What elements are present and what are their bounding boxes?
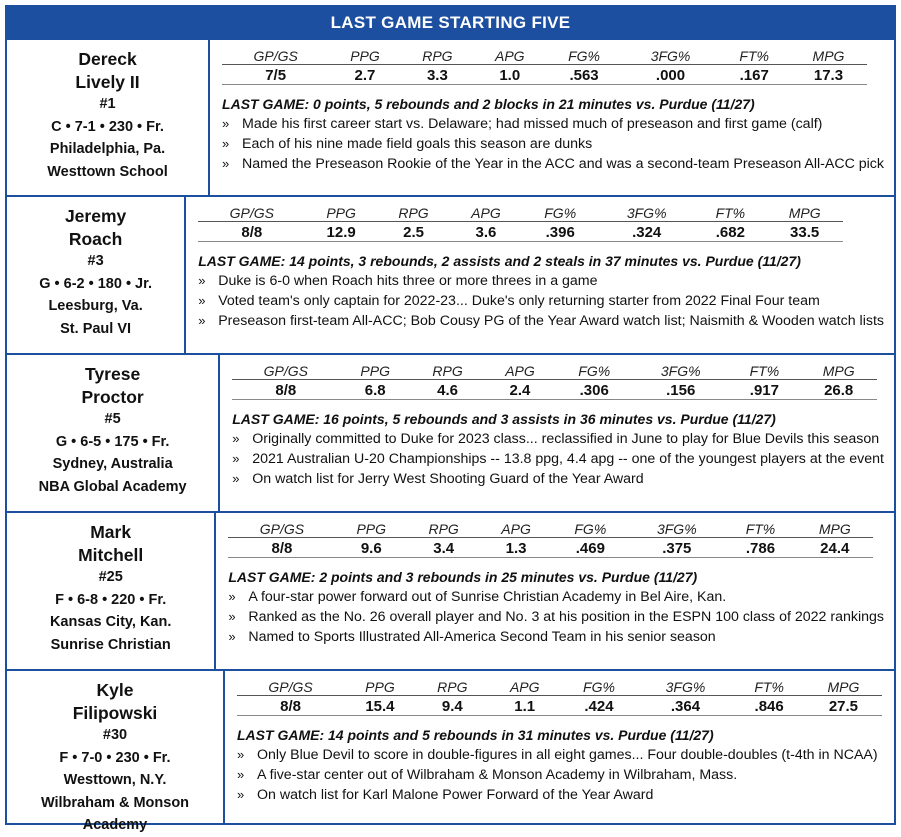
stat-value: .682 [695, 222, 766, 242]
stat-value: 24.4 [796, 538, 873, 558]
player-hometown: Kansas City, Kan. [49, 614, 172, 630]
bullet-icon: » [232, 471, 240, 486]
stat-header: 3FG% [633, 360, 729, 380]
stat-header: FT% [733, 676, 804, 696]
stat-header: RPG [416, 676, 489, 696]
stat-value: 3.4 [407, 538, 480, 558]
stat-header: APG [450, 202, 521, 222]
notes-list [228, 587, 884, 647]
stat-value: .786 [725, 538, 796, 558]
stat-value: .396 [522, 222, 599, 242]
bullet-icon: » [198, 293, 206, 308]
jersey-number: #5 [104, 411, 121, 427]
note-text: Ranked as the No. 26 overall player and No. 3 at his position in the ESPN 100 class of 2022 rankings [248, 609, 884, 625]
player-row [7, 195, 894, 353]
note-text: 2021 Australian U-20 Championships -- 13.8 ppg, 4.4 apg -- one of the youngest players at the event [252, 451, 884, 467]
player-row [7, 511, 894, 669]
stat-value: 2.7 [329, 65, 400, 85]
bullet-icon: » [237, 787, 245, 802]
stat-value: 8/8 [232, 380, 339, 400]
note-item [232, 429, 884, 449]
stat-header: 3FG% [623, 45, 719, 65]
stat-header: FG% [560, 676, 637, 696]
stat-header: RPG [407, 518, 480, 538]
stat-header: FG% [552, 518, 629, 538]
bullet-icon: » [198, 313, 206, 328]
stat-header: MPG [800, 360, 877, 380]
note-text: Named the Preseason Rookie of the Year in the ACC and was a second-team Preseason All-ACC pick [242, 156, 884, 172]
player-hometown: Leesburg, Va. [48, 298, 143, 314]
stat-header: MPG [796, 518, 873, 538]
stats-table [232, 360, 877, 400]
jersey-number: #30 [102, 727, 128, 743]
stat-header: 3FG% [638, 676, 734, 696]
stat-header: GP/GS [198, 202, 305, 222]
stats-table [198, 202, 843, 242]
stat-header: RPG [377, 202, 450, 222]
stat-value: 12.9 [305, 222, 376, 242]
player-last-name: Proctor [81, 386, 144, 407]
stat-value: 6.8 [339, 380, 410, 400]
note-text: Each of his nine made field goals this season are dunks [242, 136, 593, 152]
player-school: NBA Global Academy [38, 478, 187, 495]
player-first-name: Jeremy [64, 206, 127, 226]
last-game-summary: LAST GAME: 14 points, 3 rebounds, 2 assists and 2 steals in 37 minutes vs. Purdue (11/27) [198, 253, 801, 269]
player-last-name: Mitchell [78, 544, 144, 565]
player-row [7, 38, 894, 195]
stat-value: 27.5 [805, 696, 882, 716]
stats-table [222, 45, 867, 85]
note-item [222, 154, 884, 174]
player-details: F • 6-8 • 220 • Fr. [55, 591, 167, 608]
stat-value: 8/8 [228, 538, 335, 558]
player-row [7, 353, 894, 511]
jersey-number: #1 [99, 96, 116, 112]
player-info [225, 671, 894, 825]
note-item [222, 114, 884, 134]
note-item [228, 607, 884, 627]
stat-value: .000 [623, 65, 719, 85]
player-row [7, 669, 894, 833]
stat-header: 3FG% [629, 518, 725, 538]
stats-header-row [198, 202, 843, 222]
note-item [228, 587, 884, 607]
note-item [198, 271, 884, 291]
stat-value: .375 [629, 538, 725, 558]
stats-header-row [228, 518, 873, 538]
bullet-icon: » [222, 136, 230, 151]
notes-list [198, 271, 884, 331]
player-school: St. Paul VI [60, 320, 132, 337]
note-item [228, 627, 884, 647]
stat-header: FG% [556, 360, 633, 380]
stat-header: GP/GS [232, 360, 339, 380]
stat-header: FT% [695, 202, 766, 222]
player-info [220, 355, 894, 511]
stats-header-row [232, 360, 877, 380]
stat-value: 17.3 [790, 65, 867, 85]
notes-list [237, 745, 884, 805]
player-bio [7, 671, 225, 833]
notes-list [232, 429, 884, 489]
player-details: G • 6-5 • 175 • Fr. [55, 433, 170, 450]
player-hometown: Westtown, N.Y. [63, 772, 167, 788]
stat-header: APG [489, 676, 560, 696]
player-last-name: Roach [68, 228, 123, 249]
notes-list [222, 114, 884, 174]
stat-header: GP/GS [222, 45, 329, 65]
stat-header: PPG [344, 676, 415, 696]
bullet-icon: » [228, 629, 236, 644]
stat-value: 9.4 [416, 696, 489, 716]
stat-header: MPG [790, 45, 867, 65]
starting-five-panel [5, 5, 896, 833]
note-item [232, 449, 884, 469]
jersey-number: #3 [87, 253, 104, 269]
note-item [222, 134, 884, 154]
stat-value: 4.6 [411, 380, 484, 400]
note-text: Preseason first-team All-ACC; Bob Cousy PG of the Year Award watch list; Naismith & Wooden watch lists [218, 313, 884, 329]
stat-header: GP/GS [237, 676, 344, 696]
stat-header: RPG [411, 360, 484, 380]
stats-table [237, 676, 882, 716]
bullet-icon: » [198, 273, 206, 288]
stat-value: .156 [633, 380, 729, 400]
stats-value-row [198, 222, 843, 242]
stat-header: APG [474, 45, 545, 65]
stat-value: .364 [638, 696, 734, 716]
last-game-summary: LAST GAME: 0 points, 5 rebounds and 2 blocks in 21 minutes vs. Purdue (11/27) [222, 96, 755, 112]
player-first-name: Mark [90, 522, 132, 542]
player-bio [7, 513, 216, 669]
stat-value: .917 [729, 380, 800, 400]
note-text: Only Blue Devil to score in double-figures in all eight games... Four double-doubles (t-4th in NCAA) [257, 747, 878, 763]
bullet-icon: » [222, 156, 230, 171]
player-first-name: Kyle [96, 680, 134, 700]
stat-value: .324 [599, 222, 695, 242]
stat-value: 2.5 [377, 222, 450, 242]
player-first-name: Tyrese [85, 364, 141, 384]
note-item [237, 765, 884, 785]
stats-value-row [237, 696, 882, 716]
stat-header: APG [484, 360, 555, 380]
player-details: G • 6-2 • 180 • Jr. [39, 275, 152, 292]
stat-value: .167 [718, 65, 789, 85]
note-item [232, 469, 884, 489]
stats-value-row [228, 538, 873, 558]
stat-value: 3.6 [450, 222, 521, 242]
stat-value: 15.4 [344, 696, 415, 716]
note-item [198, 311, 884, 331]
note-text: Named to Sports Illustrated All-America Second Team in his senior season [248, 629, 716, 645]
player-last-name: Filipowski [72, 702, 158, 723]
stat-value: .469 [552, 538, 629, 558]
stat-value: 9.6 [336, 538, 407, 558]
player-hometown: Sydney, Australia [52, 456, 173, 472]
bullet-icon: » [232, 431, 240, 446]
stat-value: 2.4 [484, 380, 555, 400]
stat-header: PPG [329, 45, 400, 65]
stat-value: .424 [560, 696, 637, 716]
bullet-icon: » [222, 116, 230, 131]
player-info [216, 513, 894, 669]
note-text: Voted team's only captain for 2022-23... Duke's only returning starter from 2022 Final Four team [218, 293, 820, 309]
last-game-summary: LAST GAME: 2 points and 3 rebounds in 25 minutes vs. Purdue (11/27) [228, 569, 698, 585]
stat-header: FG% [522, 202, 599, 222]
stat-header: MPG [805, 676, 882, 696]
stats-value-row [222, 65, 867, 85]
stat-value: 3.3 [401, 65, 474, 85]
note-text: A four-star power forward out of Sunrise Christian Academy in Bel Aire, Kan. [248, 589, 727, 605]
stat-value: 26.8 [800, 380, 877, 400]
note-text: Originally committed to Duke for 2023 class... reclassified in June to play for Blue Devils this season [252, 431, 880, 447]
stat-value: 33.5 [766, 222, 843, 242]
stat-value: 8/8 [198, 222, 305, 242]
note-text: Made his first career start vs. Delaware; had missed much of preseason and first game (calf) [242, 116, 823, 132]
last-game-summary: LAST GAME: 16 points, 5 rebounds and 3 assists in 36 minutes vs. Purdue (11/27) [232, 411, 776, 427]
stats-header-row [237, 676, 882, 696]
stat-header: RPG [401, 45, 474, 65]
player-info [186, 197, 894, 353]
note-text: On watch list for Karl Malone Power Forward of the Year Award [257, 787, 654, 803]
stat-header: FG% [546, 45, 623, 65]
bullet-icon: » [228, 589, 236, 604]
stats-header-row [222, 45, 867, 65]
bullet-icon: » [237, 747, 245, 762]
bullet-icon: » [232, 451, 240, 466]
stat-value: 1.1 [489, 696, 560, 716]
stat-value: .563 [546, 65, 623, 85]
player-school: Wilbraham & Monson Academy [40, 794, 190, 833]
player-info [210, 40, 894, 195]
stat-header: APG [480, 518, 551, 538]
note-text: Duke is 6-0 when Roach hits three or more threes in a game [218, 273, 598, 289]
stat-header: 3FG% [599, 202, 695, 222]
stat-header: FT% [729, 360, 800, 380]
note-text: A five-star center out of Wilbraham & Monson Academy in Wilbraham, Mass. [257, 767, 738, 783]
jersey-number: #25 [98, 569, 123, 585]
player-school: Westtown School [47, 163, 168, 180]
player-details: C • 7-1 • 230 • Fr. [51, 118, 164, 135]
stats-value-row [232, 380, 877, 400]
player-bio [7, 355, 220, 511]
note-text: On watch list for Jerry West Shooting Guard of the Year Award [252, 471, 644, 487]
player-details: F • 7-0 • 230 • Fr. [59, 749, 171, 766]
stat-value: 1.3 [480, 538, 551, 558]
stat-header: GP/GS [228, 518, 335, 538]
player-bio [7, 40, 210, 195]
stat-value: 1.0 [474, 65, 545, 85]
stat-value: .846 [733, 696, 804, 716]
player-first-name: Dereck [78, 49, 137, 69]
stat-header: PPG [339, 360, 410, 380]
stat-header: MPG [766, 202, 843, 222]
panel-title: LAST GAME STARTING FIVE [7, 7, 894, 38]
stat-header: FT% [718, 45, 789, 65]
bullet-icon: » [237, 767, 245, 782]
note-item [237, 745, 884, 765]
bullet-icon: » [228, 609, 236, 624]
last-game-summary: LAST GAME: 14 points and 5 rebounds in 31 minutes vs. Purdue (11/27) [237, 727, 714, 743]
stat-value: 7/5 [222, 65, 329, 85]
note-item [237, 785, 884, 805]
stat-header: PPG [336, 518, 407, 538]
stat-header: FT% [725, 518, 796, 538]
stat-value: .306 [556, 380, 633, 400]
note-item [198, 291, 884, 311]
player-last-name: Lively II [75, 71, 140, 92]
stats-table [228, 518, 873, 558]
player-bio [7, 197, 186, 353]
stat-header: PPG [305, 202, 376, 222]
player-school: Sunrise Christian [50, 636, 171, 653]
stat-value: 8/8 [237, 696, 344, 716]
player-hometown: Philadelphia, Pa. [49, 141, 166, 157]
